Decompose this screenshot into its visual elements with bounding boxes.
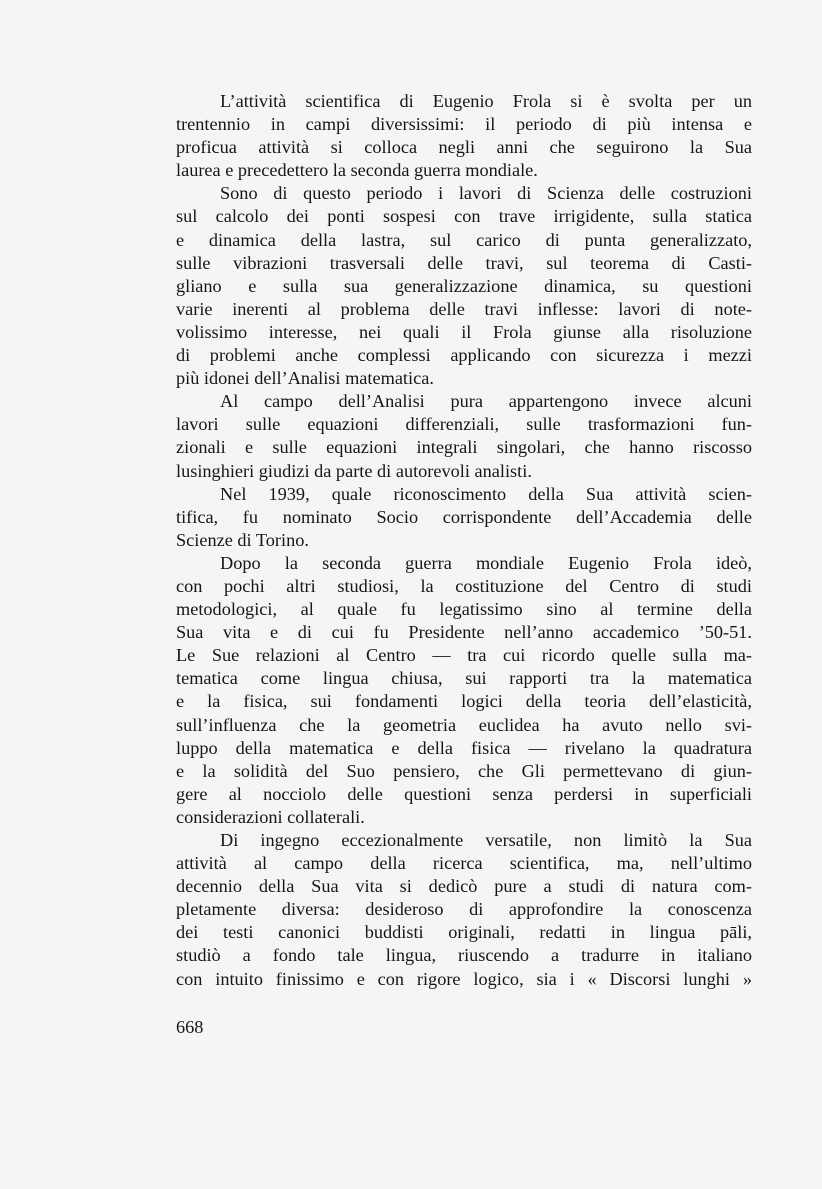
- text-line: attività al campo della ricerca scientifica, ma, nell’ultimo: [176, 853, 752, 874]
- text-line: lusinghieri giudizi da parte di autorevoli analisti.: [176, 460, 532, 481]
- text-line: gliano e sulla sua generalizzazione dinamica, su questioni: [176, 275, 752, 296]
- text-line: tifica, fu nominato Socio corrispondente dell’Accademia delle: [176, 506, 752, 527]
- text-line: varie inerenti al problema delle travi inflesse: lavori di note-: [176, 298, 752, 319]
- text-line: Nel 1939, quale riconoscimento della Sua attività scien-: [220, 483, 752, 504]
- text-line: sul calcolo dei ponti sospesi con trave irrigidente, sulla statica: [176, 206, 752, 227]
- text-line: proficua attività si colloca negli anni che seguirono la Sua: [176, 137, 752, 158]
- text-line: L’attività scientifica di Eugenio Frola si è svolta per un: [220, 91, 752, 111]
- text-line: luppo della matematica e della fisica — rivelano la quadratura: [176, 737, 752, 758]
- text-line: zionali e sulle equazioni integrali singolari, che hanno riscosso: [176, 437, 752, 458]
- text-line: Di ingegno eccezionalmente versatile, non limitò la Sua: [220, 830, 752, 850]
- text-line: e la solidità del Suo pensiero, che Gli permettevano di giun-: [176, 760, 752, 781]
- page-number: 668: [176, 1017, 204, 1037]
- text-line: gere al nocciolo delle questioni senza perdersi in superficiali: [176, 783, 752, 804]
- text-line: Sua vita e di cui fu Presidente nell’anno accademico ’50-51.: [176, 622, 752, 643]
- text-line: sulle vibrazioni trasversali delle travi, sul teorema di Casti-: [176, 252, 752, 273]
- text-line: Dopo la seconda guerra mondiale Eugenio Frola ideò,: [220, 552, 752, 573]
- text-line: sull’influenza che la geometria euclidea ha avuto nello svi-: [176, 714, 752, 735]
- body-text: [176, 90, 752, 991]
- text-line: con intuito finissimo e con rigore logico, sia i « Discorsi lunghi »: [176, 968, 752, 989]
- text-line: dei testi canonici buddisti originali, redatti in lingua pāli,: [176, 922, 752, 943]
- text-line: con pochi altri studiosi, la costituzione del Centro di studi: [176, 575, 752, 596]
- text-line: lavori sulle equazioni differenziali, sulle trasformazioni fun-: [176, 414, 752, 435]
- text-line: metodologici, al quale fu legatissimo sino al termine della: [176, 599, 752, 620]
- text-line: laurea e precedettero la seconda guerra mondiale.: [176, 160, 538, 181]
- text-line: e dinamica della lastra, sul carico di punta generalizzato,: [176, 229, 752, 250]
- text-line: di problemi anche complessi applicando con sicurezza i mezzi: [176, 345, 752, 366]
- text-line: Al campo dell’Analisi pura appartengono invece alcuni: [220, 391, 752, 412]
- text-line: Sono di questo periodo i lavori di Scienza delle costruzioni: [220, 183, 752, 204]
- text-line: Le Sue relazioni al Centro — tra cui ricordo quelle sulla ma-: [176, 645, 752, 666]
- text-line: e la fisica, sui fondamenti logici della teoria dell’elasticità,: [176, 691, 752, 712]
- text-line: tematica come lingua chiusa, sui rapporti tra la matematica: [176, 668, 752, 689]
- text-line: trentennio in campi diversissimi: il periodo di più intensa e: [176, 114, 752, 135]
- text-line: volissimo interesse, nei quali il Frola giunse alla risoluzione: [176, 321, 752, 342]
- text-line: decennio della Sua vita si dedicò pure a studi di natura com-: [176, 876, 752, 897]
- text-line: pletamente diversa: desideroso di approfondire la conoscenza: [176, 899, 752, 920]
- text-line: studiò a fondo tale lingua, riuscendo a tradurre in italiano: [176, 945, 752, 966]
- text-line: considerazioni collaterali.: [176, 806, 365, 827]
- text-line: più idonei dell’Analisi matematica.: [176, 368, 434, 389]
- text-line: Scienze di Torino.: [176, 529, 309, 550]
